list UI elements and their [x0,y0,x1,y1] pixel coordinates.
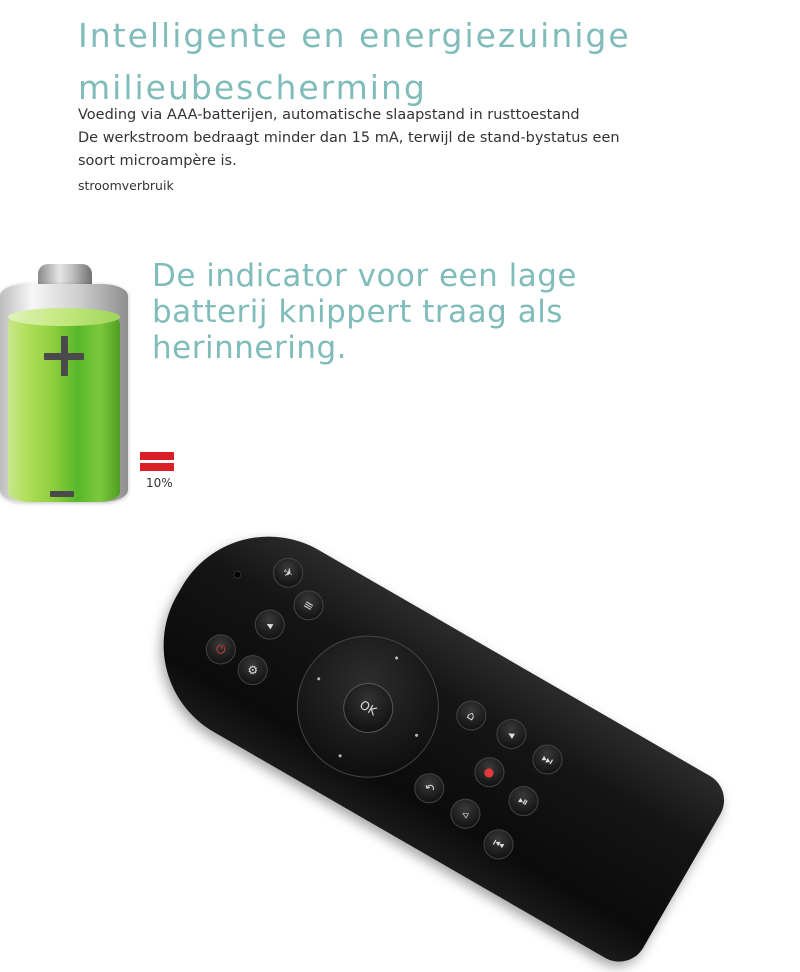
volume-down-button[interactable] [249,604,290,645]
power-button[interactable] [200,629,241,670]
play-pause-button[interactable] [503,781,544,822]
ok-button[interactable]: OK [334,674,402,742]
battery-body [0,284,128,502]
dpad-up[interactable] [395,656,399,660]
description-line-1: Voeding via AAA-batterijen, automatische slaapstand in rusttoestand [78,107,580,123]
home-icon: ⌂ [464,707,479,724]
menu-button[interactable] [288,585,329,626]
ir-sensor [232,569,243,580]
description-line-2: De werkstroom bedraagt minder dan 15 mA, terwijl de stand-bystatus een soort microampère is. [78,130,620,169]
dpad-right[interactable] [415,733,419,737]
play-pause-icon: ⏯ [516,792,532,810]
heading [78,10,631,114]
battery-icon [0,264,130,520]
battery-cap [38,264,92,286]
mute-icon: ◃ [459,806,472,822]
plus-icon [44,336,84,376]
menu-icon: ≡ [300,596,317,614]
mute-button[interactable] [445,793,486,834]
settings-icon: ⚙ [244,661,261,679]
volume-down-icon: ◂ [263,617,276,633]
airplane-button[interactable] [268,552,309,593]
dpad-left[interactable] [317,677,321,681]
airplane-icon: ✈ [280,564,296,582]
minus-icon [50,491,74,497]
battery-charge-surface [8,308,120,326]
microphone-button[interactable] [469,752,510,793]
remote-control [127,500,734,972]
next-track-button[interactable] [527,739,568,780]
back-button[interactable] [409,768,450,809]
heading-line-2: milieubescherming [78,68,427,107]
description-line-3: stroomverbruik [78,178,174,193]
volume-up-icon: ◂ [505,726,518,742]
low-battery-bar [140,452,174,460]
dpad-down[interactable] [338,754,342,758]
home-button[interactable] [451,695,492,736]
previous-track-icon: ⏮ [490,835,507,853]
microphone-icon: ● [481,763,498,781]
back-icon: ↶ [421,779,438,797]
low-battery-bar [140,463,174,471]
settings-button[interactable] [232,650,273,691]
description [78,104,648,197]
next-track-icon: ⏭ [539,750,556,768]
volume-up-button[interactable] [491,714,532,755]
previous-track-button[interactable] [478,824,519,865]
power-icon: ⏻ [213,640,229,658]
low-battery-percent: 10% [146,476,173,490]
heading-line-1: Intelligente en energiezuinige [78,16,631,55]
indicator-text: De indicator voor een lage batterij knippert traag als herinnering. [152,258,577,366]
